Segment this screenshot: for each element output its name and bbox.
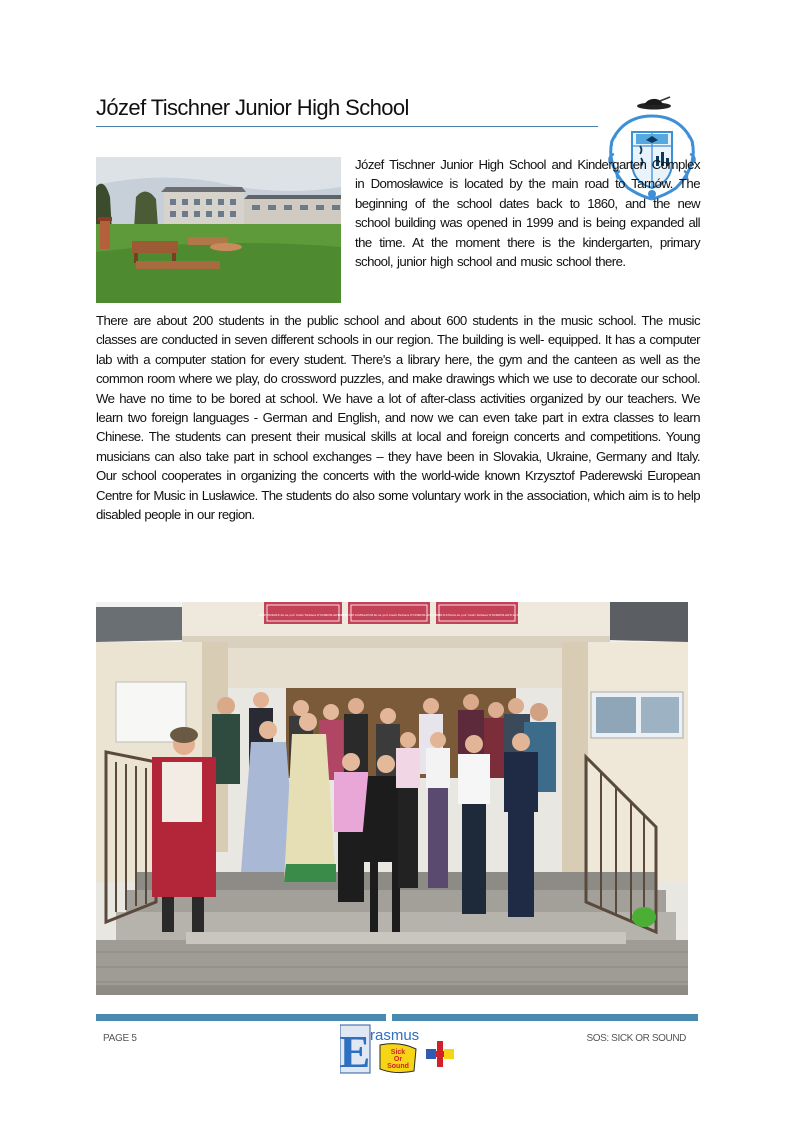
- intro-paragraph: [355, 155, 700, 271]
- page-number: PAGE 5: [103, 1033, 137, 1044]
- body-text: There are about 200 students in the public school and about 600 students in the music school. The music classes are conducted in seven different schools in our region. The building is well- equipped. It has a computer lab with a computer station for every student. There's a library here, the gym and the canteen as well as the common room where we play, do crossword puzzles, and make drawings which we use to decorate our school. We have no time to be bored at school. We have a lot of after-class activities organized by our teachers. We learn two foreign languages - German and English, and now we can even take part in extra classes to learn Chinese. The students can present their musical skills at local and foreign concerts and competitions. Young musicians can also take part in school exchanges – they have been in Slovakia, Ukraine, Germany and Italy. Our school cooperates in organizing the concerts with the world-wide known Krzysztof Paderewski European Centre for Music in Lusławice. The students do also some voluntary work in the association, which aim is to help disabled people in our region.: [96, 313, 700, 523]
- body-paragraph: [96, 311, 700, 524]
- footer-rule: [96, 1014, 698, 1021]
- school-grounds-photo: [96, 157, 341, 303]
- students-group-photo: [96, 602, 688, 995]
- project-name: SOS: SICK OR SOUND: [586, 1033, 686, 1044]
- svg-text:rasmus: rasmus: [370, 1027, 420, 1044]
- svg-text:Sound: Sound: [387, 1063, 409, 1070]
- svg-text:E: E: [340, 1026, 371, 1075]
- title-underline: [96, 126, 598, 127]
- sign-junior-high: PUBLICZNE GIMNAZJUM im. ks. prof. Józefa Tischnera W DOMOSŁAWICACH: [337, 613, 441, 617]
- erasmus-logo-icon: [340, 1023, 458, 1075]
- svg-text:Sick: Sick: [390, 1049, 406, 1056]
- sign-primary: PUBLICZNA im. ks. prof. Józefa Tischnera W DOMOSŁAWICACH: [435, 613, 519, 617]
- intro-text: Józef Tischner Junior High School and Kindergarten Complex in Domosławice is located by the main road to Tarnów. The beginning of the school dates back to 1860, and the new school building was opened in 1999 and is being expanded all the time. At the moment there is the kindergarten, primary school, junior high school and music school there.: [355, 157, 700, 270]
- sign-kindergarten: PRZEDSZKOLE im. ks. prof. Józefa Tischnera W DOMOSŁAWICACH: [258, 613, 348, 617]
- page-title: Józef Tischner Junior High School: [96, 95, 409, 120]
- svg-text:Or: Or: [393, 1056, 403, 1063]
